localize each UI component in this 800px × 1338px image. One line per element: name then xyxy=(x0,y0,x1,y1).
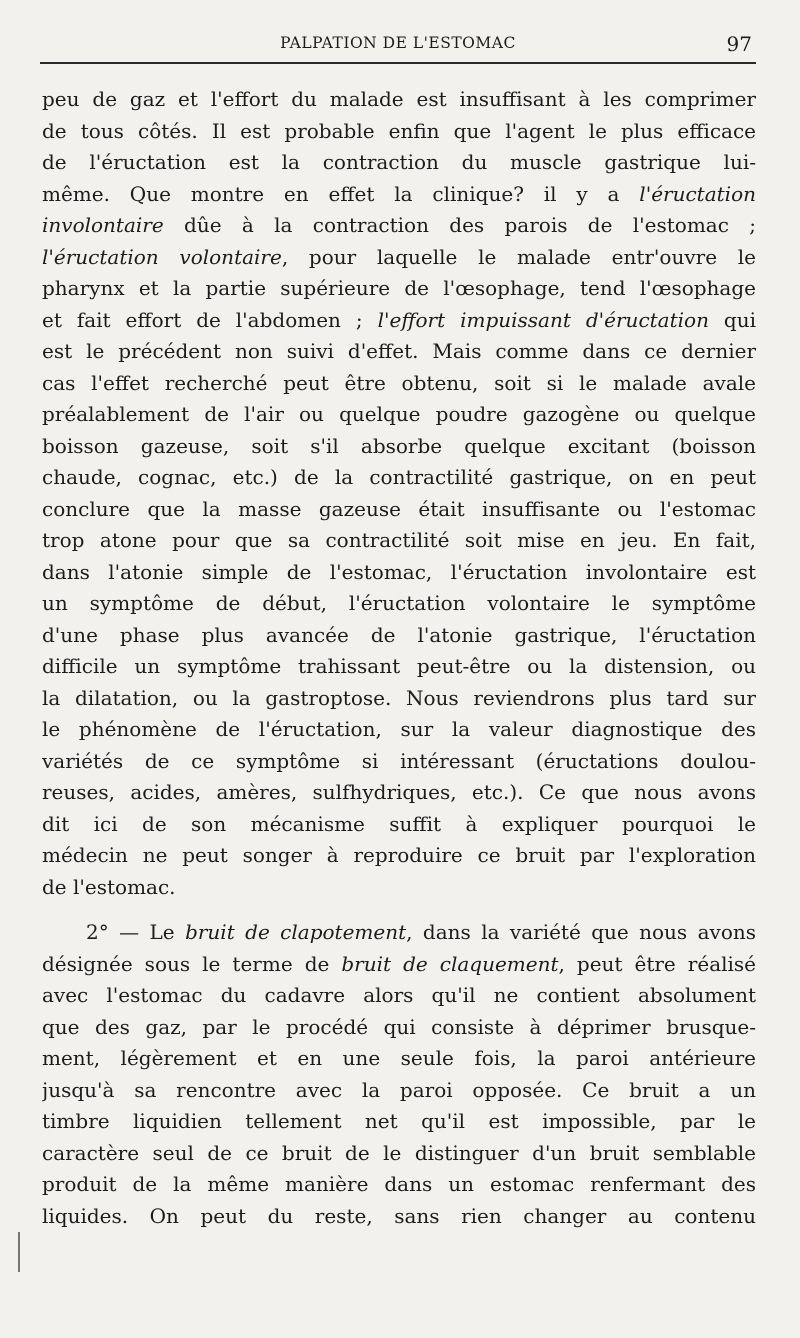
text-line xyxy=(42,1201,756,1233)
italic-text: bruit de clapotement xyxy=(185,920,407,944)
text-line xyxy=(42,1169,756,1201)
text-line xyxy=(42,1043,756,1075)
text-run: désignée sous le terme de xyxy=(42,951,342,976)
text-run: de tous côtés. Il est probable enfin que l'agent le plus efficace xyxy=(42,118,756,143)
margin-mark xyxy=(18,1232,20,1272)
italic-text: involontaire xyxy=(42,213,164,237)
text-run: timbre liquidien tellement net qu'il est impossible, par le xyxy=(42,1109,756,1133)
paragraph xyxy=(42,917,756,1232)
text-run: difficile un symptôme trahissant peut-être ou la distension, ou xyxy=(42,654,756,678)
text-line xyxy=(42,210,756,242)
text-line xyxy=(42,917,756,949)
text-line xyxy=(42,651,756,683)
text-run: dûe à la contraction des parois de l'estomac ; xyxy=(163,213,756,237)
text-line xyxy=(42,494,756,526)
text-run: variétés de ce symptôme si intéressant (éructations doulou- xyxy=(42,748,756,773)
text-line xyxy=(42,431,756,463)
italic-text: bruit de claquement xyxy=(341,951,559,976)
running-header xyxy=(40,32,756,58)
paragraph xyxy=(42,84,756,903)
text-line xyxy=(42,683,756,715)
text-run: produit de la même manière dans un estomac renfermant des xyxy=(42,1172,756,1196)
text-line xyxy=(42,525,756,557)
text-line xyxy=(42,980,756,1012)
page-number: 97 xyxy=(726,32,752,56)
text-run: , pour laquelle le malade entr'ouvre le xyxy=(281,244,756,269)
text-run: que des gaz, par le procédé qui consiste à déprimer brusque- xyxy=(42,1014,756,1039)
text-run: pharynx et la partie supérieure de l'œsophage, tend l'œsophage xyxy=(42,276,756,300)
text-run: ment, légèrement et en une seule fois, la paroi antérieure xyxy=(42,1046,756,1070)
text-run: d'une phase plus avancée de l'atonie gastrique, l'éructation xyxy=(42,622,756,647)
text-line xyxy=(42,147,756,179)
header-rule xyxy=(40,62,756,64)
text-line xyxy=(42,557,756,589)
text-line xyxy=(42,1138,756,1170)
text-line xyxy=(42,746,756,778)
text-line xyxy=(42,949,756,981)
italic-text: l'effort impuissant d'éructation xyxy=(377,307,709,332)
text-run: boisson gazeuse, soit s'il absorbe quelque excitant (boisson xyxy=(42,433,756,458)
text-run: même. Que montre en effet la clinique? il y a xyxy=(42,181,640,206)
text-line xyxy=(42,714,756,746)
text-line xyxy=(42,840,756,872)
text-line xyxy=(42,116,756,148)
text-line xyxy=(42,242,756,274)
text-line xyxy=(42,1012,756,1044)
italic-text: l'éructation xyxy=(639,181,756,206)
text-run: le phénomène de l'éructation, sur la valeur diagnostique des xyxy=(42,717,756,741)
text-run: , dans la variété que nous avons xyxy=(406,920,756,944)
text-run: 2° — Le xyxy=(86,920,186,944)
text-run: préalablement de l'air ou quelque poudre gazogène ou quelque xyxy=(42,402,756,426)
text-line xyxy=(42,368,756,400)
text-run: jusqu'à sa rencontre avec la paroi opposée. Ce bruit a un xyxy=(42,1077,756,1102)
text-run: un symptôme de début, l'éructation volontaire le symptôme xyxy=(42,591,756,615)
text-line xyxy=(42,1106,756,1138)
text-line xyxy=(42,305,756,337)
text-line xyxy=(42,273,756,305)
text-line xyxy=(42,179,756,211)
text-line xyxy=(42,809,756,841)
text-run: dit ici de son mécanisme suffit à expliquer pourquoi le xyxy=(42,811,756,836)
italic-text: l'éructation volontaire xyxy=(42,244,282,269)
text-run: , peut être réalisé xyxy=(558,951,756,976)
running-title: PALPATION DE L'ESTOMAC xyxy=(280,34,516,52)
text-run: caractère seul de ce bruit de le distinguer d'un bruit semblable xyxy=(42,1140,756,1165)
text-run: chaude, cognac, etc.) de la contractilité gastrique, on en peut xyxy=(42,465,756,489)
text-run: la dilatation, ou la gastroptose. Nous reviendrons plus tard sur xyxy=(42,685,756,710)
text-line xyxy=(42,84,756,116)
text-line xyxy=(42,462,756,494)
text-line xyxy=(42,588,756,620)
text-run: cas l'effet recherché peut être obtenu, soit si le malade avale xyxy=(42,370,756,395)
text-run: et fait effort de l'abdomen ; xyxy=(42,307,378,332)
text-line xyxy=(42,872,756,904)
text-run: qui xyxy=(708,307,756,332)
body-text xyxy=(42,84,756,1232)
text-line xyxy=(42,336,756,368)
text-run: peu de gaz et l'effort du malade est insuffisant à les comprimer xyxy=(42,87,756,111)
paragraph-gap xyxy=(42,903,756,917)
text-line xyxy=(42,620,756,652)
text-run: liquides. On peut du reste, sans rien changer au contenu xyxy=(42,1203,756,1228)
text-run: de l'éructation est la contraction du muscle gastrique lui- xyxy=(42,150,756,174)
text-run: de l'estomac. xyxy=(42,874,176,899)
text-run: dans l'atonie simple de l'estomac, l'éructation involontaire est xyxy=(42,559,756,584)
text-run: avec l'estomac du cadavre alors qu'il ne contient absolument xyxy=(42,983,756,1007)
text-line xyxy=(42,1075,756,1107)
text-run: trop atone pour que sa contractilité soit mise en jeu. En fait, xyxy=(42,528,756,552)
text-run: conclure que la masse gazeuse était insuffisante ou l'estomac xyxy=(42,496,756,521)
text-run: reuses, acides, amères, sulfhydriques, etc.). Ce que nous avons xyxy=(42,780,756,804)
text-run: médecin ne peut songer à reproduire ce bruit par l'exploration xyxy=(42,843,756,867)
text-line xyxy=(42,399,756,431)
text-line xyxy=(42,777,756,809)
text-run: est le précédent non suivi d'effet. Mais comme dans ce dernier xyxy=(42,339,756,363)
